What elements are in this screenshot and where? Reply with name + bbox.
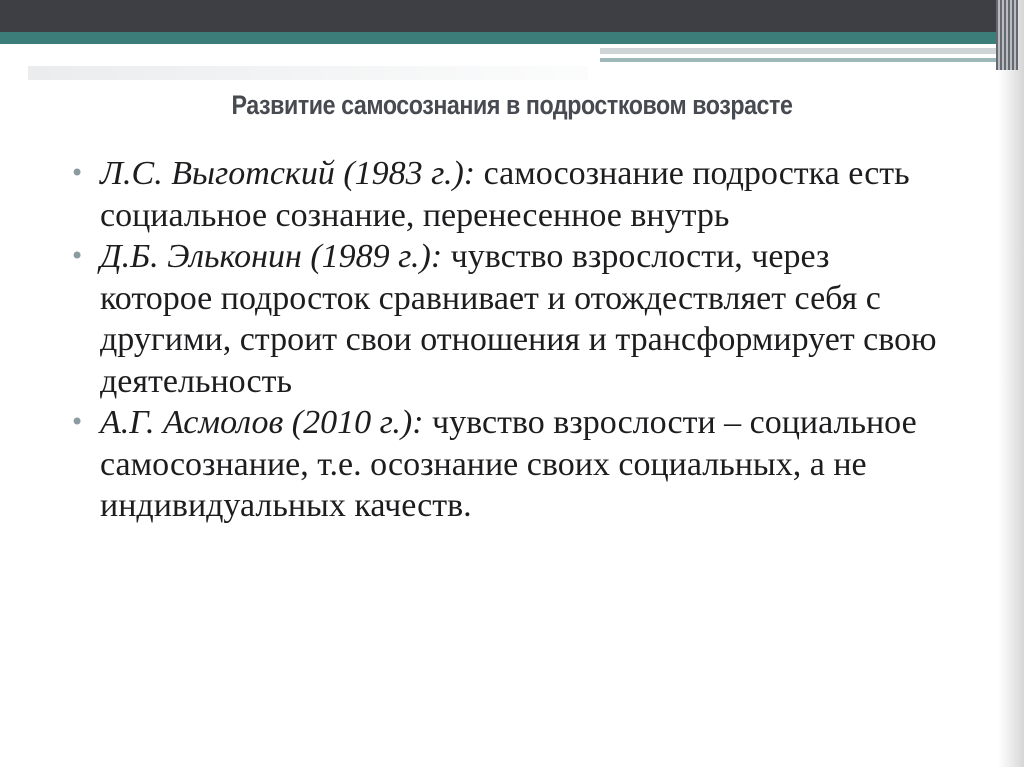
bullet-dot-icon: • xyxy=(70,159,85,187)
bullet-author: А.Г. Асмолов (2010 г.): xyxy=(100,404,424,441)
bullet-author: Д.Б. Эльконин (1989 г.): xyxy=(100,238,443,275)
bullet-dot-icon: • xyxy=(70,408,85,436)
slide-title: Развитие самосознания в подростковом возрасте xyxy=(231,90,793,120)
page-curl-edge xyxy=(998,0,1024,767)
bullet-item-vygotsky xyxy=(70,153,950,236)
bullet-item-elkonin xyxy=(70,236,950,402)
teal-decor-band xyxy=(0,32,1000,44)
bullet-text: чувство взрослости – социальное самосознание, т.е. осознание своих социальных, а не индивидуальных качеств. xyxy=(100,404,917,524)
decor-stripes xyxy=(996,0,1018,70)
bullet-list xyxy=(70,153,950,527)
bullet-text: самосознание подростка есть социальное сознание, перенесенное внутрь xyxy=(100,155,910,234)
bullet-author: Л.С. Выготский (1983 г.): xyxy=(100,155,476,192)
decor-line-lower xyxy=(600,58,1000,62)
top-decor-bar xyxy=(0,0,1024,32)
bullet-dot-icon: • xyxy=(70,242,85,270)
bullet-text: чувство взрослости, через которое подросток сравнивает и отождествляет себя с другими, строит свои отношения и трансформирует свою деятельность xyxy=(100,238,937,400)
decor-line-upper xyxy=(600,48,1000,54)
decor-ghost-band xyxy=(28,66,588,80)
bullet-item-asmolov xyxy=(70,402,950,527)
